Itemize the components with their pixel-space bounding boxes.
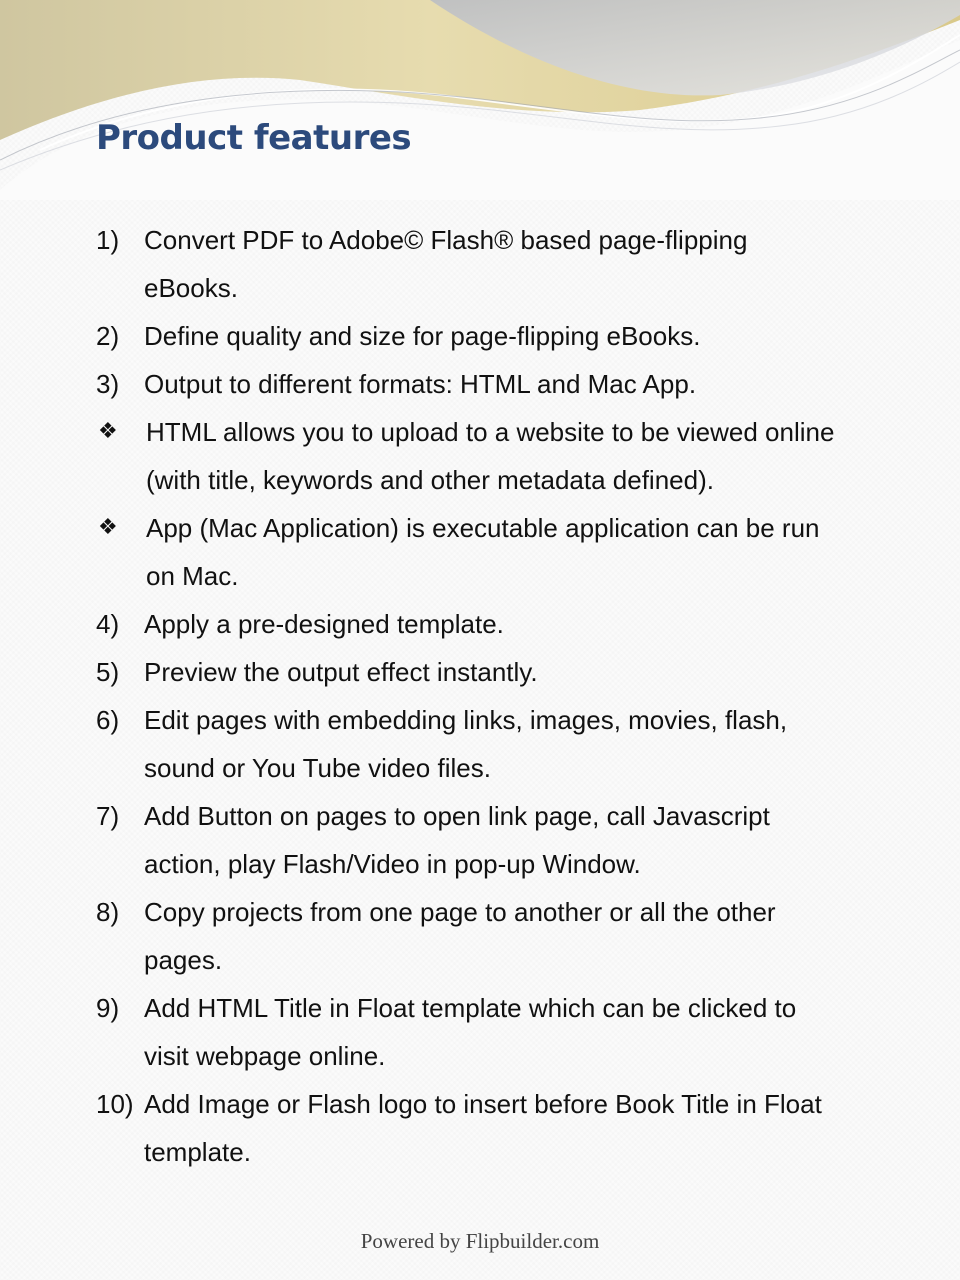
list-marker: 5)	[96, 657, 120, 687]
decorative-header-swoosh	[0, 0, 960, 200]
list-marker: 4)	[96, 609, 120, 639]
list-marker: 7)	[96, 801, 120, 831]
list-marker: 1)	[96, 225, 120, 255]
list-item-text: Convert PDF to Adobe© Flash® based page-flipping eBooks.	[144, 225, 748, 303]
diamond-bullet-icon: ❖	[98, 419, 118, 444]
list-item-text: Copy projects from one page to another or all the other pages.	[144, 897, 776, 975]
diamond-bullet-icon: ❖	[98, 515, 118, 540]
list-item-text: Add Image or Flash logo to insert before Book Title in Float template.	[144, 1089, 822, 1167]
list-item-text: Add HTML Title in Float template which can be clicked to visit webpage online.	[144, 993, 797, 1071]
list-marker: 6)	[96, 705, 120, 735]
list-item	[96, 792, 836, 888]
list-item-text: HTML allows you to upload to a website to be viewed online (with title, keywords and other metadata defined).	[146, 417, 835, 495]
feature-list	[96, 216, 836, 1176]
list-item	[96, 696, 836, 792]
list-item-text: Define quality and size for page-flipping eBooks.	[144, 321, 701, 351]
list-item	[96, 312, 836, 360]
list-item	[96, 408, 836, 504]
list-marker: 8)	[96, 897, 120, 927]
list-item-text: Add Button on pages to open link page, call Javascript action, play Flash/Video in pop-up Window.	[144, 801, 770, 879]
list-item-text: Apply a pre-designed template.	[144, 609, 504, 639]
list-item	[96, 888, 836, 984]
list-item-text: Edit pages with embedding links, images, movies, flash, sound or You Tube video files.	[144, 705, 788, 783]
list-marker: 3)	[96, 369, 120, 399]
list-item-text: Output to different formats: HTML and Mac App.	[144, 369, 697, 399]
list-item	[96, 648, 836, 696]
list-item	[96, 360, 836, 408]
list-item	[96, 216, 836, 312]
list-item	[96, 600, 836, 648]
list-item-text: App (Mac Application) is executable application can be run on Mac.	[146, 513, 820, 591]
list-item-text: Preview the output effect instantly.	[144, 657, 538, 687]
footer-credit: Powered by Flipbuilder.com	[360, 1229, 600, 1253]
list-marker: 10)	[96, 1089, 134, 1119]
page-title: Product features	[96, 118, 412, 158]
list-marker: 9)	[96, 993, 120, 1023]
list-item	[96, 1080, 836, 1176]
list-item	[96, 504, 836, 600]
list-item	[96, 984, 836, 1080]
list-marker: 2)	[96, 321, 120, 351]
